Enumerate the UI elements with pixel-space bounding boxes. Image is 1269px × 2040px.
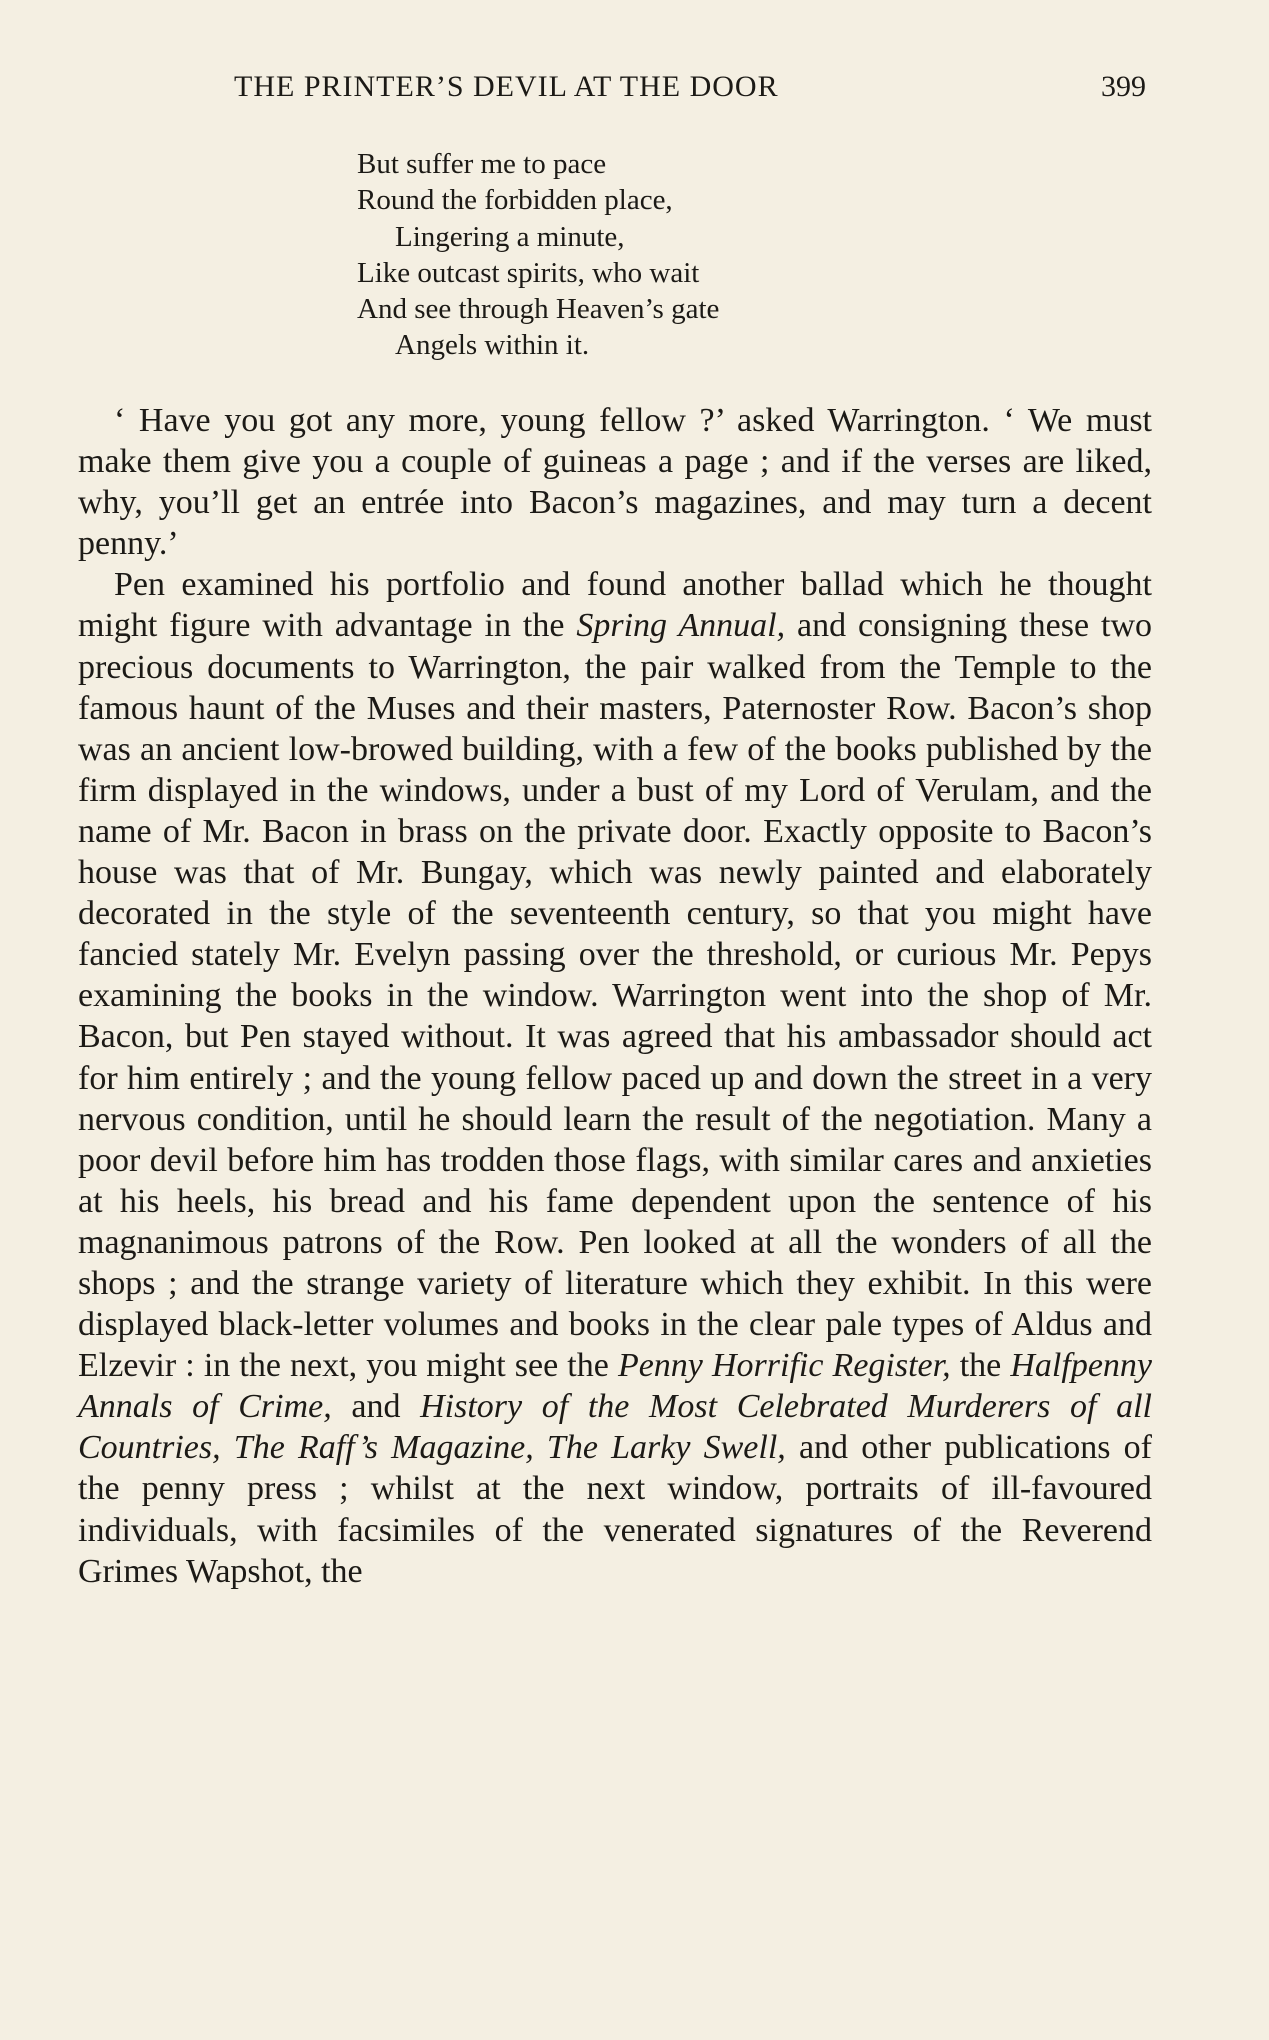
verse-stanza [357,146,957,364]
running-title: THE PRINTER’S DEVIL AT THE DOOR [234,70,779,103]
paragraph-dialogue: ‘ Have you got any more, young fellow ?’ asked Warrington. ‘ We must make them give you a couple of guineas a page ; and if the verses are liked, why, you’ll get an entrée into Bacon’s magazines, and may turn a decent penny.’ [78,402,1152,563]
page-number: 399 [1101,70,1146,103]
paragraph-narrative [78,564,1152,1591]
italic-title: Spring Annual, [576,607,786,645]
body-text [78,400,1152,1592]
running-head [234,70,1146,110]
verse-line: Like outcast spirits, who wait [357,256,700,289]
text-segment: and consigning these two precious documents to Warrington, the pair walked from the Temple to the famous haunt of the Muses and their masters, Paternoster Row. Bacon’s shop was an ancient low-browed building, with a few of the books published by the firm displayed in the windows, under a bust of my Lord of Verulam, and the name of Mr. Bacon in brass on the private door. Exactly opposite to Bacon’s house was that of Mr. Bungay, which was newly painted and elaborately decorated in the style of the seventeenth century, so that you might have fancied stately Mr. Evelyn passing over the threshold, or curious Mr. Pepys examining the books in the window. Warrington went into the shop of Mr. Bacon, but Pen stayed without. It was agreed that his ambassador should act for him entirely ; and the young fellow paced up and down the street in a very nervous condition, until he should learn the result of the negotiation. Many a poor devil before him has trodden those flags, with similar cares and anxieties at his heels, his bread and his fame dependent upon the sentence of his magnanimous patrons of the Row. Pen looked at all the wonders of all the shops ; and the strange variety of literature which they exhibit. In this were displayed black-letter volumes and books in the clear pale types of Aldus and Elzevir : in the next, you might see the [78,607,1152,1385]
verse-line: Round the forbidden place, [357,184,673,217]
verse-line: Lingering a minute, [395,220,625,253]
text-segment: and other publications of the penny press ; whilst at the next window, portraits of ill-favoured individuals, with facsimiles of the venerated signatures of the Reverend Grimes Wapshot, the [78,1429,1152,1590]
verse-line: But suffer me to pace [357,148,607,180]
italic-title: Penny Horrific Register, [617,1347,951,1385]
verse-line: Angels within it. [395,329,590,362]
text-segment: the [950,1347,1011,1385]
italic-title: History of the Most Celebrated Murderers of all Countries, The Raff’s Magazine, The Larky Swell, [78,1388,1152,1467]
text-segment: Pen examined his portfolio and found another ballad which he thought might figure with advantage in the [78,566,1152,645]
verse-line: And see through Heaven’s gate [357,293,720,326]
text-segment: and [331,1388,421,1426]
italic-title: Halfpenny Annals of Crime, [78,1347,1153,1426]
